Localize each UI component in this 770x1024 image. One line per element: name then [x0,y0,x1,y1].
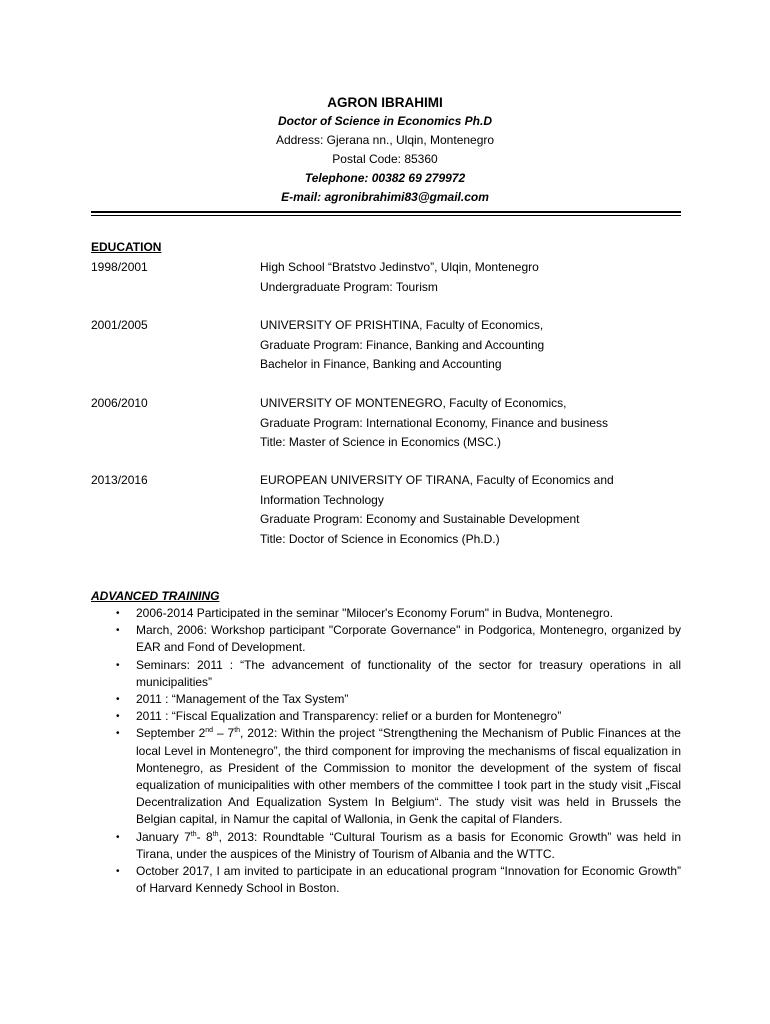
bullet-icon: • [116,711,120,723]
list-item [91,708,681,725]
list-item-text: 2011 : “Fiscal Equalization and Transparency: relief or a burden for Montenegro” [136,709,562,724]
education-details [260,316,680,375]
list-item-text: March, 2006: Workshop participant "Corporate Governance" in Podgorica, Montenegro, organized by EAR and Fond of Development. [136,623,681,655]
header-divider-thin [91,215,681,216]
person-name: AGRON IBRAHIMI [327,95,443,110]
education-line: Bachelor in Finance, Banking and Accounting [260,357,502,371]
list-item-text: 2006-2014 Participated in the seminar "Milocer's Economy Forum" in Budva, Montenegro. [136,606,614,620]
bullet-icon: • [116,728,120,740]
ordinal-suffix: th [234,727,241,735]
list-item [91,829,681,863]
list-item-text: Seminars: 2011 : “The advancement of functionality of the sector for treasury operations in all municipalities” [136,657,681,689]
list-item-text [136,726,681,826]
bullet-icon: • [116,694,120,706]
education-years: 1998/2001 [91,260,148,274]
advanced-training-heading: ADVANCED TRAINING [91,589,220,603]
ordinal-suffix: nd [205,727,214,735]
address-line: Address: Gjerana nn., Ulqin, Montenegro [275,133,495,147]
list-item [91,725,681,828]
education-line: Title: Doctor of Science in Economics (Ph.D.) [260,531,500,546]
education-years: 2013/2016 [91,473,148,487]
education-years: 2006/2010 [91,396,148,410]
education-line: Information Technology [260,492,384,507]
text-segment: - 8 [196,829,213,844]
education-line: UNIVERSITY OF MONTENEGRO, Faculty of Economics, [260,396,567,410]
education-line: Graduate Program: International Economy, Finance and business [260,415,608,430]
list-item [91,691,681,708]
education-heading: EDUCATION [91,240,162,254]
education-line: EUROPEAN UNIVERSITY OF TIRANA, Faculty of Economics and [260,473,614,487]
cv-header [0,94,770,207]
list-item-text [136,830,681,861]
ordinal-suffix: th [212,830,219,838]
text-segment: , 2012: Within the project “Strengthening the Mechanism of Public Finances at the local Level in Montenegro”, the third component for improving the mechanisms of fiscal equalization in Montenegro, as President of the Commission to monitor the development of the system of fiscal equalization of municipalities with other members of the committee I took part in the study visit „Fiscal Decentralization And Equalization System In Belgium“. The study visit was held in Brussels the Belgian capital, in Namur the capital of Wallonia, in Genk the capital of Flanders. [136,726,681,827]
text-segment: – 7 [213,726,235,741]
education-details [260,394,680,453]
bullet-icon: • [116,625,120,637]
email-line: E-mail: agronibrahimi83@gmail.com [281,190,489,204]
header-divider-thick [91,211,681,213]
education-details [260,471,680,549]
list-item [91,657,681,691]
education-line: UNIVERSITY OF PRISHTINA, Faculty of Economics, [260,318,544,332]
bullet-icon: • [116,608,120,619]
bullet-icon: • [116,866,120,878]
postal-code-line: Postal Code: 85360 [332,152,438,166]
text-segment: September 2 [136,726,206,741]
list-item-text: October 2017, I am invited to participate in an educational program “Innovation for Economic Growth” of Harvard Kennedy School in Boston. [136,864,681,896]
education-details [260,258,680,297]
education-years: 2001/2005 [91,318,148,332]
education-line: High School “Bratstvo Jedinstvo”, Ulqin, Montenegro [260,260,539,274]
list-item-text: 2011 : “Management of the Tax System” [136,692,349,707]
list-item [91,605,681,622]
telephone-line: Telephone: 00382 69 279972 [304,171,466,185]
education-line: Graduate Program: Finance, Banking and Accounting [260,337,545,352]
text-segment: , 2013: Roundtable “Cultural Tourism as a basis for Economic Growth” was held in Tirana, under the auspices of the Ministry of Tourism of Albania and the WTTC. [136,829,681,861]
text-segment: January 7 [136,829,191,844]
list-item [91,863,681,897]
list-item [91,622,681,656]
bullet-icon: • [116,659,120,671]
advanced-training-list [91,605,681,897]
bullet-icon: • [116,831,120,843]
education-line: Title: Master of Science in Economics (MSC.) [260,435,501,449]
ordinal-suffix: th [190,830,197,838]
degree-title: Doctor of Science in Economics Ph.D [277,114,493,128]
education-line: Undergraduate Program: Tourism [260,279,438,294]
education-line: Graduate Program: Economy and Sustainable Development [260,512,580,526]
